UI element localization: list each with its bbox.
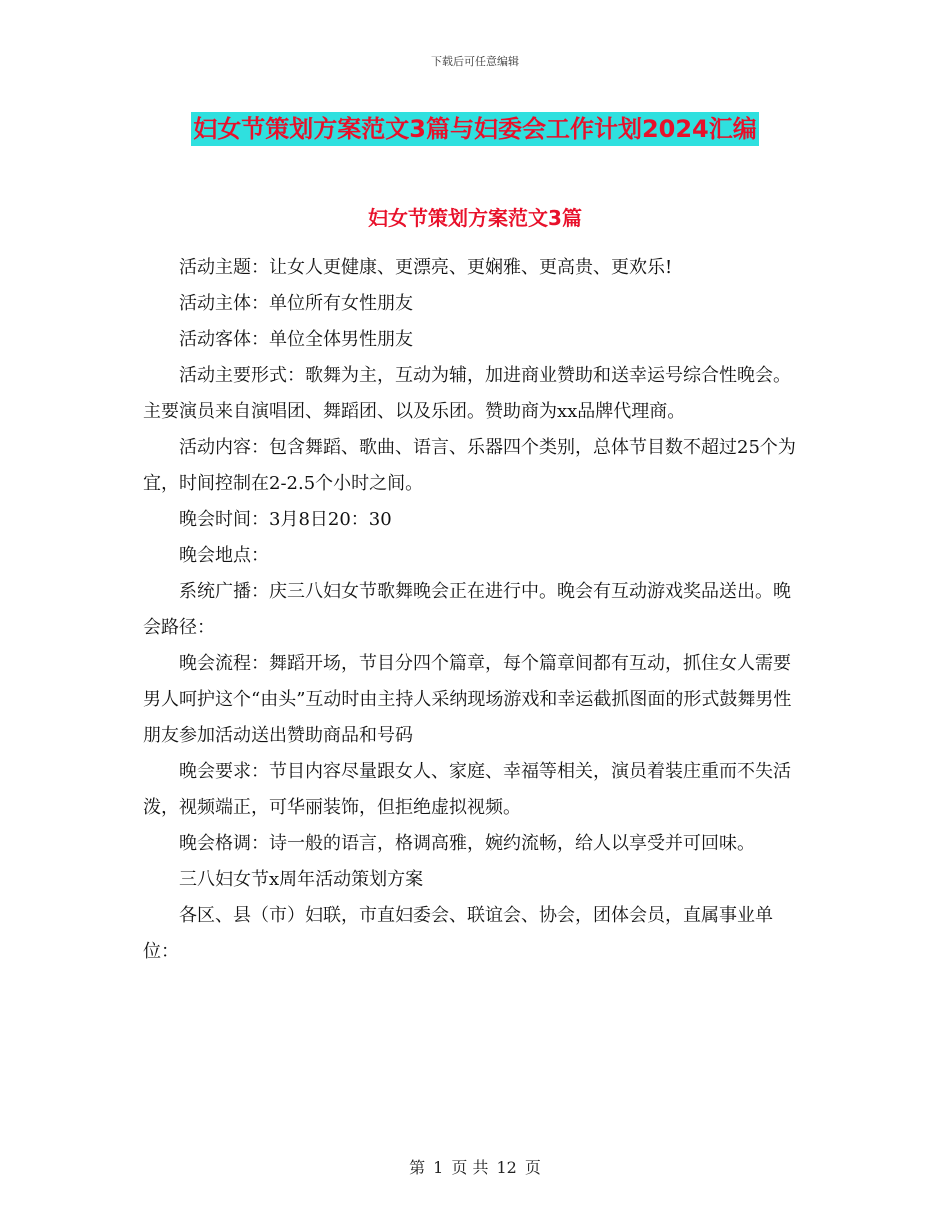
paragraph-time: 晚会时间：3月8日20：30 [179,509,392,530]
paragraph-plan-title: 三八妇女节x周年活动策划方案 [179,869,424,890]
footer-suffix: 页 [524,1158,541,1177]
paragraph-requirements: 晚会要求：节目内容尽量跟女人、家庭、幸福等相关，演员着装庄重而不失活泼，视频端正，可华丽装饰，但拒绝虚拟视频。 [143,761,791,818]
footer-total-pages: 12 [496,1158,517,1177]
header-note: 下载后可任意编辑 [431,55,519,68]
footer-page-number: 1 [433,1158,444,1177]
main-title: 妇女节策划方案范文3篇与妇委会工作计划2024汇编 [191,112,759,146]
document-body [143,250,803,970]
paragraph-object: 活动客体：单位全体男性朋友 [179,329,413,350]
paragraph-theme: 活动主题：让女人更健康、更漂亮、更娴雅、更高贵、更欢乐! [179,257,673,278]
paragraph-content: 活动内容：包含舞蹈、歌曲、语言、乐器四个类别，总体节目数不超过25个为宜，时间控制在2-2.5个小时之间。 [143,437,796,494]
paragraph-subject: 活动主体：单位所有女性朋友 [179,293,413,314]
paragraph-broadcast: 系统广播：庆三八妇女节歌舞晚会正在进行中。晚会有互动游戏奖品送出。晚会路径： [143,581,791,638]
footer-prefix: 第 [409,1158,426,1177]
paragraph-form: 活动主要形式：歌舞为主，互动为辅，加进商业赞助和送幸运号综合性晚会。主要演员来自演唱团、舞蹈团、以及乐团。赞助商为xx品牌代理商。 [143,365,791,422]
paragraph-process: 晚会流程：舞蹈开场，节目分四个篇章，每个篇章间都有互动，抓住女人需要男人呵护这个“由头”互动时由主持人采纳现场游戏和幸运截抓图面的形式鼓舞男性朋友参加活动送出赞助商品和号码 [143,653,792,746]
paragraph-location: 晚会地点： [179,545,269,566]
paragraph-recipients: 各区、县（市）妇联，市直妇委会、联谊会、协会，团体会员，直属事业单位： [143,905,773,962]
main-title-wrap [0,112,950,146]
page-footer [0,1155,950,1178]
paragraph-style: 晚会格调：诗一般的语言，格调高雅，婉约流畅，给人以享受并可回味。 [179,833,755,854]
footer-mid: 页 共 [451,1158,489,1177]
sub-title: 妇女节策划方案范文3篇 [368,206,582,230]
